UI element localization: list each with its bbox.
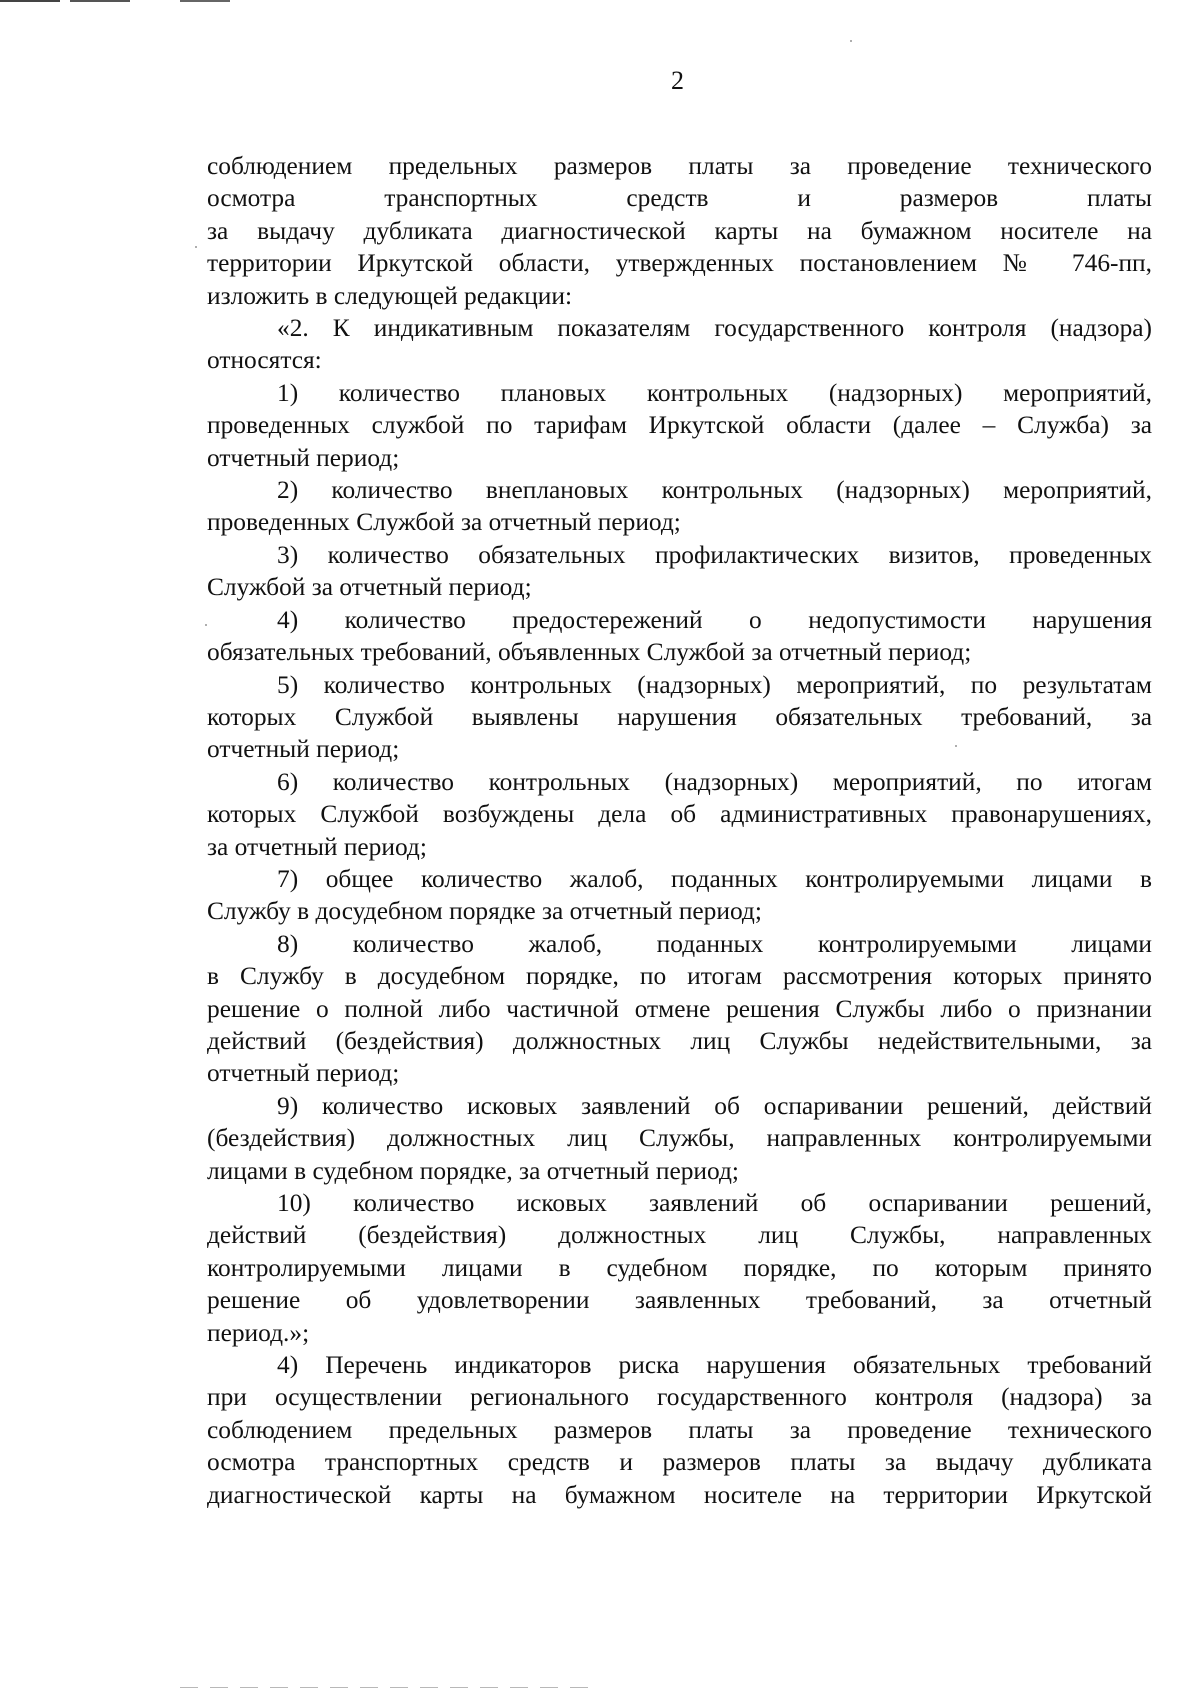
scan-edge-top bbox=[0, 0, 230, 2]
text-line: отчетный период; bbox=[207, 735, 400, 764]
text-line: 4) Перечень индикаторов риска нарушения обязательных требований bbox=[277, 1351, 1152, 1380]
scan-speck bbox=[195, 246, 197, 248]
text-line: территории Иркутской области, утвержденных постановлением № 746-пп, bbox=[207, 249, 1152, 278]
text-line: за выдачу дубликата диагностической карты на бумажном носителе на bbox=[207, 216, 1152, 245]
text-line: соблюдением предельных размеров платы за проведение технического bbox=[207, 1415, 1152, 1444]
text-line: осмотра транспортных средств и размеров платы bbox=[207, 184, 1152, 213]
text-line: относятся: bbox=[207, 346, 322, 375]
text-line: осмотра транспортных средств и размеров платы за выдачу дубликата bbox=[207, 1448, 1152, 1477]
text-line: 7) общее количество жалоб, поданных контролируемыми лицами в bbox=[277, 864, 1152, 893]
scan-speck bbox=[850, 40, 852, 42]
text-line: период.»; bbox=[207, 1318, 310, 1347]
text-line: «2. К индикативным показателям государственного контроля (надзора) bbox=[277, 314, 1152, 343]
document-body bbox=[207, 150, 1152, 1511]
text-line: (бездействия) должностных лиц Службы, направленных контролируемыми bbox=[207, 1124, 1152, 1153]
text-line: Службой за отчетный период; bbox=[207, 573, 532, 602]
text-line: отчетный период; bbox=[207, 1059, 400, 1088]
text-line: 3) количество обязательных профилактических визитов, проведенных bbox=[277, 540, 1152, 569]
text-line: при осуществлении регионального государственного контроля (надзора) за bbox=[207, 1383, 1152, 1412]
text-line: 2) количество внеплановых контрольных (надзорных) мероприятий, bbox=[277, 476, 1152, 505]
text-line: 8) количество жалоб, поданных контролируемыми лицами bbox=[277, 929, 1152, 958]
page-number: 2 bbox=[671, 66, 684, 95]
text-line: соблюдением предельных размеров платы за проведение технического bbox=[207, 152, 1152, 180]
text-line: проведенных Службой за отчетный период; bbox=[207, 508, 681, 537]
text-line: Службу в досудебном порядке за отчетный период; bbox=[207, 897, 762, 926]
text-line: действий (бездействия) должностных лиц Службы недействительными, за bbox=[207, 1026, 1152, 1055]
text-line: контролируемыми лицами в судебном порядке, по которым принято bbox=[207, 1253, 1152, 1282]
text-line: 6) количество контрольных (надзорных) мероприятий, по итогам bbox=[277, 767, 1152, 796]
text-line: отчетный период; bbox=[207, 443, 400, 472]
text-line: действий (бездействия) должностных лиц Службы, направленных bbox=[207, 1221, 1152, 1250]
text-line: за отчетный период; bbox=[207, 832, 427, 861]
text-line: 9) количество исковых заявлений об оспаривании решений, действий bbox=[277, 1091, 1152, 1120]
text-line: 5) количество контрольных (надзорных) мероприятий, по результатам bbox=[277, 670, 1152, 699]
text-line: диагностической карты на бумажном носителе на территории Иркутской bbox=[207, 1480, 1152, 1509]
text-line: в Службу в досудебном порядке, по итогам рассмотрения которых принято bbox=[207, 962, 1152, 991]
text-line: 4) количество предостережений о недопустимости нарушения bbox=[277, 605, 1152, 634]
text-line: обязательных требований, объявленных Службой за отчетный период; bbox=[207, 638, 972, 667]
scan-edge-bottom bbox=[180, 1687, 600, 1688]
text-line: которых Службой возбуждены дела об административных правонарушениях, bbox=[207, 800, 1152, 829]
text-line: изложить в следующей редакции: bbox=[207, 281, 573, 310]
text-line: решение о полной либо частичной отмене решения Службы либо о признании bbox=[207, 994, 1152, 1023]
text-line: 1) количество плановых контрольных (надзорных) мероприятий, bbox=[277, 378, 1152, 407]
text-line: проведенных службой по тарифам Иркутской области (далее – Служба) за bbox=[207, 411, 1152, 440]
text-line: которых Службой выявлены нарушения обязательных требований, за bbox=[207, 702, 1152, 731]
text-line: решение об удовлетворении заявленных требований, за отчетный bbox=[207, 1286, 1152, 1315]
text-line: лицами в судебном порядке, за отчетный период; bbox=[207, 1156, 739, 1185]
text-line: 10) количество исковых заявлений об оспаривании решений, bbox=[277, 1189, 1152, 1217]
